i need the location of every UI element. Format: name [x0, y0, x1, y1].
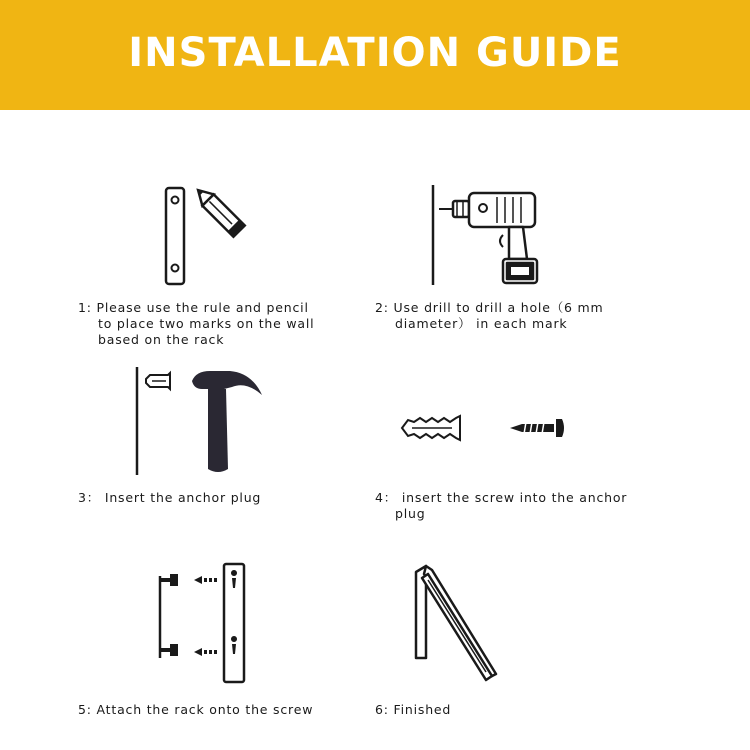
- folding-rack-icon: [416, 566, 496, 680]
- header-banner: [0, 0, 750, 110]
- anchor-plug-icon: [402, 416, 460, 440]
- step-4-illustration: [398, 410, 573, 446]
- step-1-illustration: [150, 180, 260, 290]
- screw-icon: [510, 419, 564, 437]
- step-5-caption: 5: Attach the rack onto the screw: [78, 702, 314, 717]
- anchor-plug-icon: [146, 373, 170, 389]
- drill-icon: [439, 193, 537, 283]
- hammer-icon: [192, 371, 262, 472]
- arrow-icon: [194, 576, 217, 656]
- step-5-illustration: [150, 560, 260, 685]
- page-title: INSTALLATION GUIDE: [128, 30, 622, 76]
- step-3-illustration: [130, 365, 270, 477]
- rack-plate-icon: [224, 564, 244, 682]
- rack-plate-icon: [166, 188, 184, 284]
- step-6-illustration: [408, 562, 503, 687]
- step-3-caption: 3： Insert the anchor plug: [78, 490, 262, 505]
- wall-with-screws-icon: [160, 574, 178, 658]
- step-6-caption: 6: Finished: [375, 702, 452, 717]
- step-2-illustration: [425, 183, 555, 293]
- step-2-caption: 2: Use drill to drill a hole（6 mm diameter） in each mark: [375, 300, 604, 331]
- pencil-icon: [192, 184, 244, 236]
- step-1-caption: 1: Please use the rule and pencil to place two marks on the wall based on the rack: [78, 300, 315, 347]
- step-4-caption: 4： insert the screw into the anchor plug: [375, 490, 628, 521]
